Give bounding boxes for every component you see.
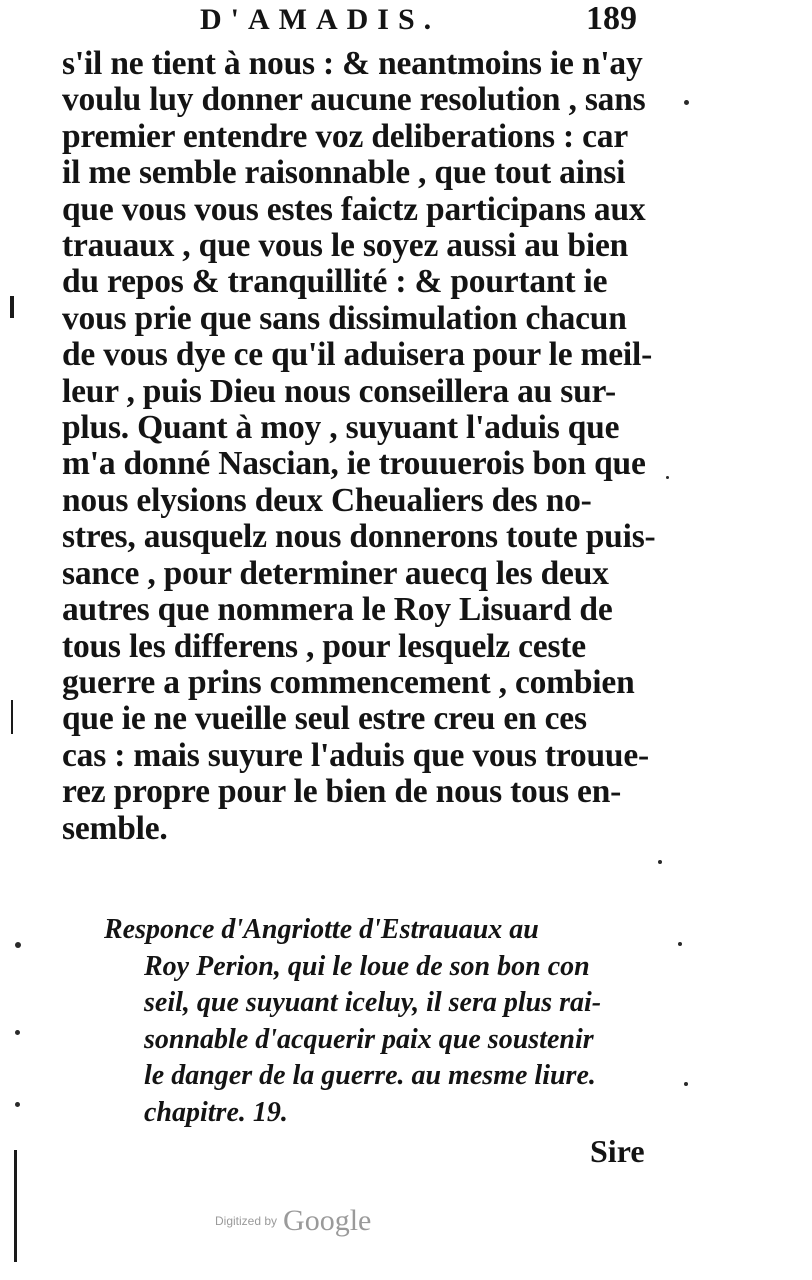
body-line: semble. — [62, 809, 168, 847]
scan-speck — [15, 942, 21, 948]
caption-line: le danger de la guerre. au mesme liure. — [144, 1060, 596, 1091]
caption-line: Responce d'Angriotte d'Estrauaux au — [104, 914, 539, 945]
google-logo: Google — [283, 1204, 372, 1237]
body-line: autres que nommera le Roy Lisuard de — [62, 591, 613, 629]
scan-speck — [678, 942, 682, 946]
body-paragraph — [62, 46, 662, 847]
running-head: D'AMADIS. — [200, 3, 441, 36]
binding-edge-mark — [11, 700, 13, 734]
body-line: que vous vous estes faictz participans aux — [62, 190, 646, 228]
body-line: leur , puis Dieu nous conseillera au sur- — [62, 372, 616, 410]
body-line: s'il ne tient à nous : & neantmoins ie n'ay — [62, 45, 643, 82]
digitized-watermark — [215, 1204, 371, 1238]
scan-speck — [666, 476, 669, 479]
watermark-prefix: Digitized by — [215, 1214, 278, 1228]
body-line: stres, ausquelz nous donnerons toute puis- — [62, 518, 656, 556]
body-line: du repos & tranquillité : & pourtant ie — [62, 263, 608, 301]
caption-line: sonnable d'acquerir paix que soustenir — [144, 1023, 594, 1055]
scan-speck — [658, 860, 662, 864]
page-number: 189 — [586, 0, 637, 37]
body-line: guerre a prins commencement , combien — [62, 663, 635, 701]
scan-speck — [684, 100, 689, 105]
body-line: rez propre pour le bien de nous tous en- — [62, 773, 622, 811]
binding-edge-mark — [10, 296, 14, 318]
caption-line: chapitre. 19. — [144, 1096, 288, 1128]
scan-speck — [15, 1102, 20, 1107]
body-line: premier entendre voz deliberations : car — [62, 117, 629, 155]
scan-speck — [684, 1082, 688, 1086]
body-line: vous prie que sans dissimulation chacun — [62, 299, 627, 337]
body-line: plus. Quant à moy , suyuant l'aduis que — [62, 409, 620, 447]
chapter-caption — [104, 912, 644, 1131]
body-line: cas : mais suyure l'aduis que vous trouue- — [62, 736, 649, 774]
body-line: il me semble raisonnable , que tout ainsi — [62, 154, 626, 192]
caption-line: Roy Perion, qui le loue de son bon con — [144, 950, 590, 982]
body-line: sance , pour determiner auecq les deux — [62, 554, 609, 592]
caption-line: seil, que suyuant iceluy, il sera plus rai- — [144, 987, 602, 1018]
body-line: nous elysions deux Cheualiers des no- — [62, 481, 592, 519]
scan-speck — [15, 1030, 20, 1035]
body-line: trauaux , que vous le soyez aussi au bien — [62, 227, 629, 265]
body-line: m'a donné Nascian, ie trouuerois bon que — [62, 445, 646, 483]
body-line: de vous dye ce qu'il aduisera pour le meil- — [62, 336, 653, 374]
catchword: Sire — [590, 1133, 645, 1169]
binding-edge-mark — [14, 1150, 17, 1262]
body-line: que ie ne vueille seul estre creu en ces — [62, 700, 587, 738]
body-line: voulu luy donner aucune resolution , sans — [62, 81, 646, 119]
body-line: tous les differens , pour lesquelz ceste — [62, 627, 586, 665]
